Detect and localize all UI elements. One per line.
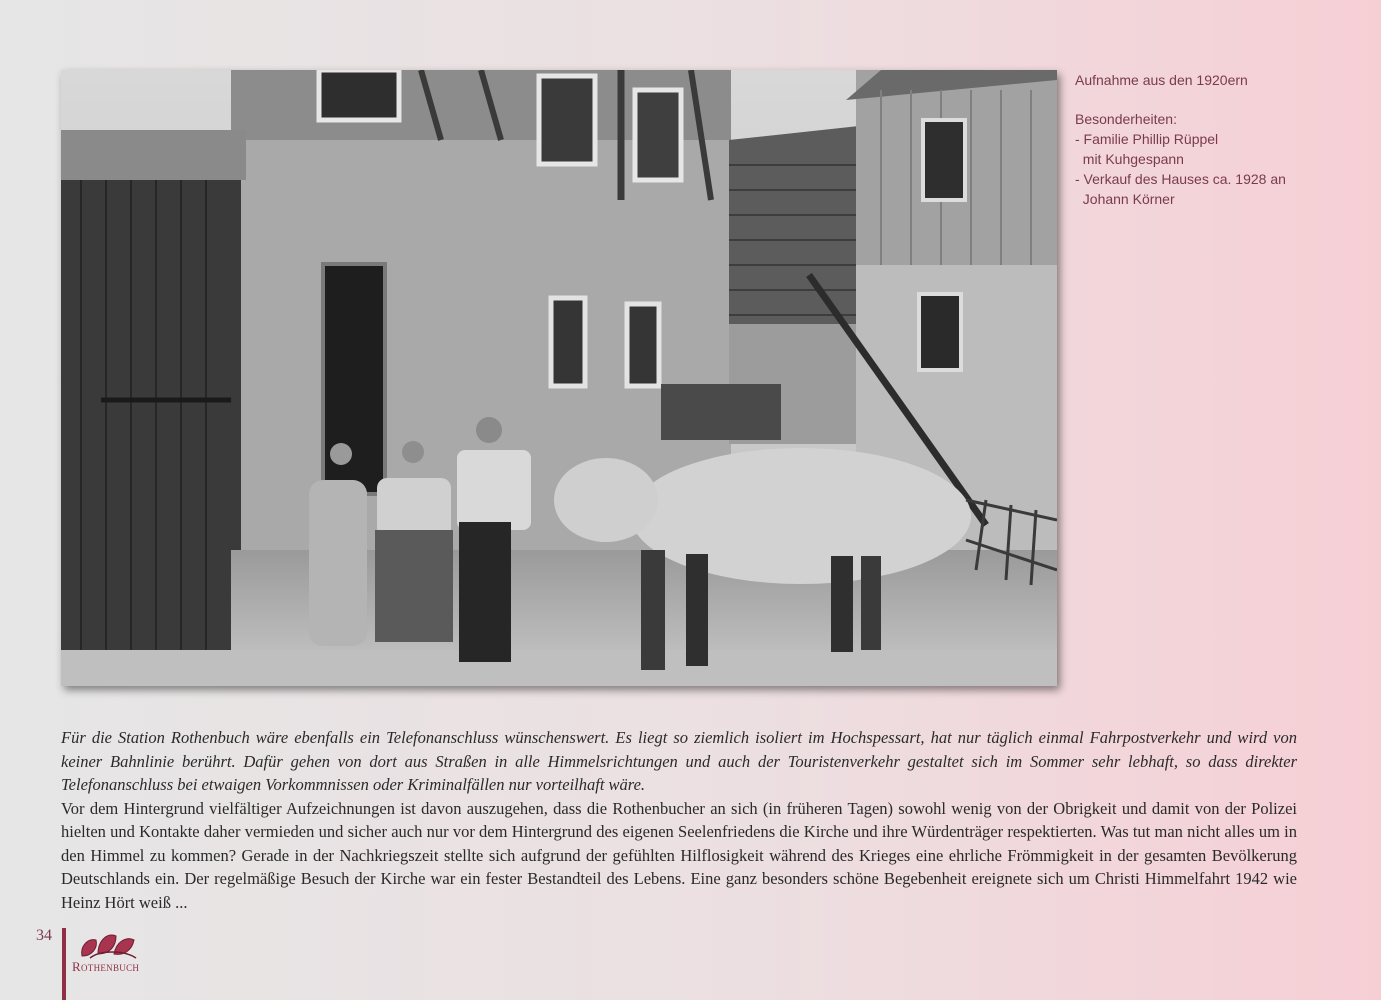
body-text <box>61 726 1297 914</box>
caption-line: Johann Körner <box>1075 191 1175 207</box>
logo-wordmark: Rothenbuch <box>72 959 140 974</box>
caption-line: mit Kuhgespann <box>1075 151 1184 167</box>
quoted-paragraph: Für die Station Rothenbuch wäre ebenfalls ein Telefonanschluss wünschenswert. Es liegt so ziemlich isoliert im Hochspessart, hat nur täglich einmal Fahrpostverkehr und wird von keiner Bahnlinie berührt. Dafür gehen von dort aus Straßen in alle Himmelsrichtungen und auch der Touristenverkehr gestaltet sich im Sommer sehr lebhaft, so dass direkter Telefonanschluss bei etwaigen Vorkommnissen oder Kriminalfällen nur vorteilhaft wäre. <box>61 728 1297 794</box>
caption-spacer <box>1075 90 1365 109</box>
historic-photo <box>61 70 1057 686</box>
footer-rule <box>62 928 66 1000</box>
photo-caption <box>1075 70 1365 209</box>
caption-line: - Verkauf des Hauses ca. 1928 an <box>1075 171 1286 187</box>
body-paragraph: Vor dem Hintergrund vielfältiger Aufzeichnungen ist davon auszugehen, dass die Rothenbucher an sich (in früheren Tagen) sowohl wenig von der Obrigkeit und damit von der Polizei hielten und Kontakte daher vermieden und sicher auch nur vor dem Hintergrund des eigenen Seelenfriedens die Kirche und ihre Würdenträger respektierten. Was tut man nicht alles um in den Himmel zu kommen? Gerade in der Nachkriegszeit stellte sich aufgrund der gefühlten Hilflosigkeit während des Krieges eine ehrliche Frömmigkeit in der gesamten Bevölkerung Deutschlands ein. Der regelmäßige Besuch der Kirche war ein fester Bestandteil des Lebens. Eine ganz besonders schöne Begebenheit ereignete sich um Christi Himmelfahrt 1942 wie Heinz Hört weiß ... <box>61 798 1297 912</box>
farmhouse-photo-illustration <box>61 70 1057 686</box>
caption-line: Aufnahme aus den 1920ern <box>1075 72 1248 88</box>
page-number: 34 <box>36 927 52 944</box>
caption-line: - Familie Phillip Rüppel <box>1075 131 1219 147</box>
caption-line: Besonderheiten: <box>1075 111 1177 127</box>
